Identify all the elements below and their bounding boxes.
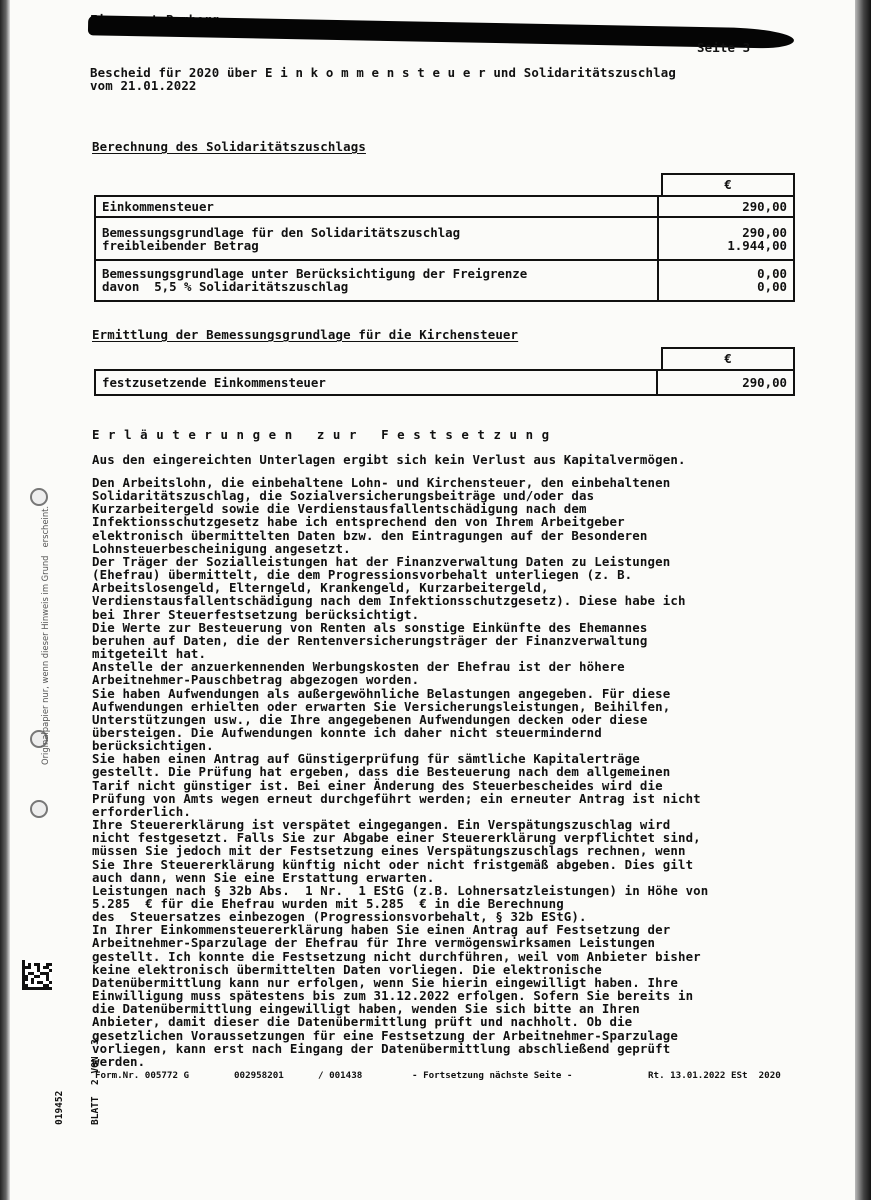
soli-currency-header: €: [661, 173, 795, 197]
explanations-heading: Erläuterungen zur Festsetzung: [92, 427, 558, 442]
row-amount: 290,00 1.944,00: [658, 217, 794, 260]
soli-heading: Berechnung des Solidaritätszuschlags: [92, 139, 366, 154]
watermark-note: Originalpapier nur, wenn dieser Hinweis im Grund erscheint.: [40, 505, 50, 765]
document-title: Bescheid für 2020 über E i n k o m m e n s t e u e r und Solidaritätszuschlag: [90, 65, 676, 80]
punch-hole: [30, 488, 48, 506]
table-row: [95, 260, 794, 301]
kirchen-table: [94, 369, 795, 396]
form-number: Form.Nr. 005772 G: [95, 1070, 190, 1081]
explanations-intro: Aus den eingereichten Unterlagen ergibt sich kein Verlust aus Kapitalvermögen.: [92, 452, 686, 467]
row-label: Einkommensteuer: [95, 196, 658, 217]
footer-code-1: 002958201: [234, 1070, 284, 1081]
row-label: festzusetzende Einkommensteuer: [95, 370, 657, 395]
punch-hole: [30, 800, 48, 818]
soli-table: [94, 195, 795, 302]
print-reference: Rt. 13.01.2022 ESt 2020: [648, 1070, 781, 1081]
kirchen-currency-header: €: [661, 347, 795, 371]
row-label: Bemessungsgrundlage für den Solidaritätszuschlag freibleibender Betrag: [95, 217, 658, 260]
table-row: [95, 217, 794, 260]
datamatrix-code: [22, 960, 52, 990]
row-amount: 290,00: [658, 196, 794, 217]
footer-code-2: / 001438: [318, 1070, 363, 1081]
table-row: [95, 196, 794, 217]
row-label: Bemessungsgrundlage unter Berücksichtigung der Freigrenze davon 5,5 % Solidaritätszuschlag: [95, 260, 658, 301]
document-date: vom 21.01.2022: [90, 78, 197, 93]
kirchen-heading: Ermittlung der Bemessungsgrundlage für die Kirchensteuer: [92, 327, 519, 342]
table-row: [95, 370, 794, 395]
sheet-info: [30, 1039, 126, 1125]
page-number: Seite 3: [697, 40, 751, 55]
row-amount: 0,00 0,00: [658, 260, 794, 301]
scan-edge-left: [0, 0, 10, 1200]
continuation-note: - Fortsetzung nächste Seite -: [412, 1070, 573, 1081]
redaction-bar: [88, 15, 794, 49]
explanations-body: Den Arbeitslohn, die einbehaltene Lohn- und Kirchensteuer, den einbehaltenen Solidaritätszuschlag, die Sozialversicherungsbeiträge und/oder das Kurzarbeitergeld sowie die Verdienstausfallentschädigung nach dem Infektionsschutzgesetz habe ich entsprechend den von Ihrem Arbeitgeber elektronisch übermittelten Daten bzw. den Eintragungen auf der Besonderen Lohnsteuerbescheinigung angesetzt. Der Träger der Sozialleistungen hat der Finanzverwaltung Daten zu Leistungen (Ehefrau) übermittelt, die dem Progressionsvorbehalt unterliegen (z. B. Arbeitslosengeld, Elterngeld, Krankengeld, Kurzarbeitergeld, Verdienstausfallentschädigung nach dem Infektionsschutzgesetz). Diese habe ich bei Ihrer Steuerfestsetzung berücksichtigt. Die Werte zur Besteuerung von Renten als sonstige Einkünfte des Ehemannes beruhen auf Daten, die der Rentenversicherungsträger der Finanzverwaltung mitgeteilt hat. Anstelle der anzuerkennenden Werbungskosten der Ehefrau ist der höhere Arbeitnehmer-Pauschbetrag abgezogen worden. Sie haben Aufwendungen als außergewöhnliche Belastungen angegeben. Für diese Aufwendungen erhielten oder erwarten Sie Versicherungsleistungen, Beihilfen, Unterstützungen usw., die Ihre angegebenen Aufwendungen decken oder diese übersteigen. Die Aufwendungen konnte ich daher nicht steuermindernd berücksichtigen. Sie haben einen Antrag auf Günstigerprüfung für sämtliche Kapitalerträge gestellt. Die Prüfung hat ergeben, dass die Besteuerung nach dem allgemeinen Tarif nicht günstiger ist. Bei einer Änderung des Steuerbescheides wird die Prüfung von Amts wegen erneut durchgeführt werden; ein erneuter Antrag ist nicht erforderlich. Ihre Steuererklärung ist verspätet eingegangen. Ein Verspätungszuschlag wird nicht festgesetzt. Falls Sie zur Abgabe einer Steuererklärung verpflichtet sind, müssen Sie jedoch mit der Festsetzung eines Verspätungszuschlags rechnen, wenn Sie Ihre Steuererklärung künftig nicht oder nicht fristgemäß abgeben. Dies gilt auch dann, wenn Sie eine Erstattung erwarten. Leistungen nach § 32b Abs. 1 Nr. 1 EStG (z.B. Lohnersatzleistungen) in Höhe von 5.285 € für die Ehefrau wurden mit 5.285 € in die Berechnung des Steuersatzes einbezogen (Progressionsvorbehalt, § 32b EStG). In Ihrer Einkommensteuererklärung haben Sie einen Antrag auf Festsetzung der Arbeitnehmer-Sparzulage der Ehefrau für Ihre vermögenswirksamen Leistungen gestellt. Ich konnte die Festsetzung nicht durchführen, weil vom Anbieter bisher keine elektronisch übermittelten Daten vorliegen. Die elektronische Datenübermittlung kann nur erfolgen, wenn Sie hierin eingewilligt haben. Ihre Einwilligung muss spätestens bis zum 31.12.2022 erfolgen. Sofern Sie bereits in die Datenübermittlung eingewilligt haben, wenden Sie sich bitte an Ihren Anbieter, damit dieser die Datenübermittlung prüft und nachholt. Ob die gesetzlichen Voraussetzungen für eine Festsetzung der Arbeitnehmer-Sparzulage vorliegen, kann erst nach Eingang der Datenübermittlung abschließend geprüft werden.: [92, 475, 709, 1069]
sheet-count: BLATT 2 VON 3: [90, 1039, 101, 1125]
row-amount: 290,00: [657, 370, 794, 395]
scan-edge-right: [855, 0, 871, 1200]
sheet-id: 019452: [54, 1090, 65, 1125]
